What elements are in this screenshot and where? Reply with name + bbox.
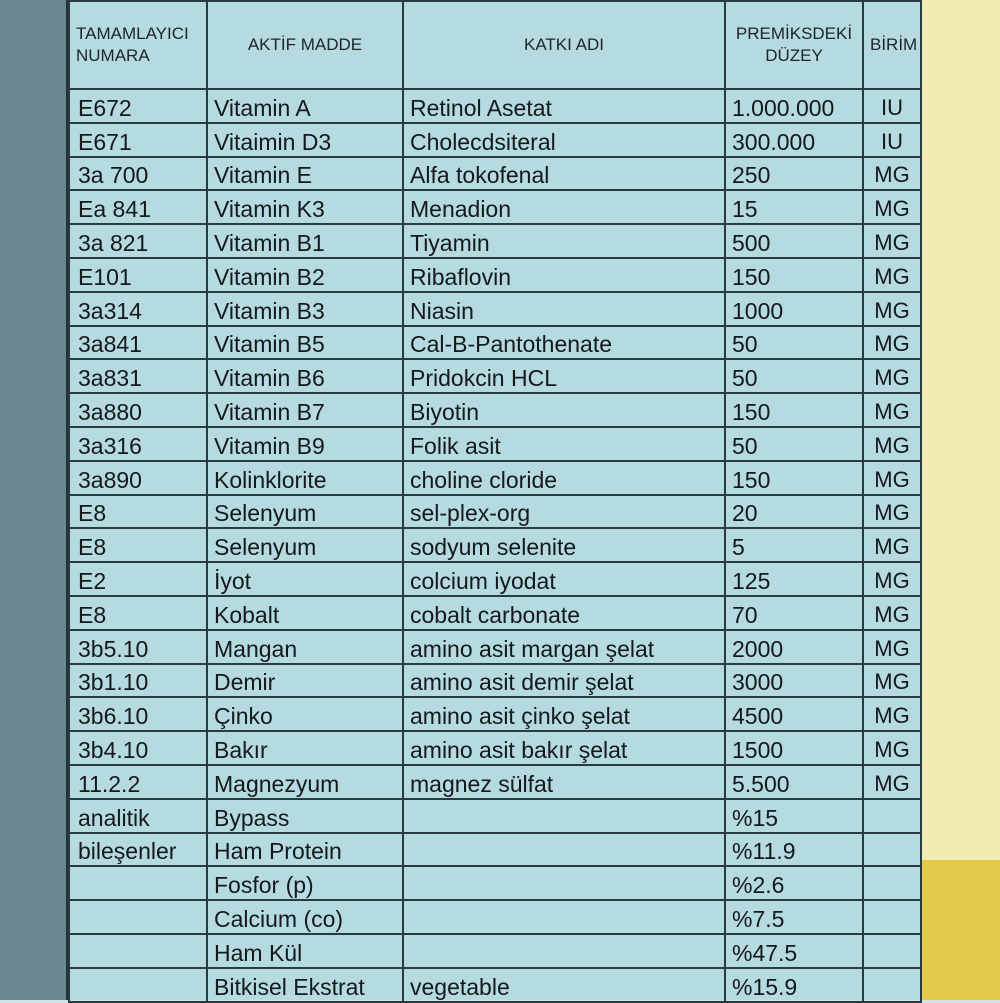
- table-row: [69, 89, 921, 123]
- cell-level: %47.5: [725, 934, 863, 968]
- cell-unit: IU: [863, 123, 921, 157]
- table-row: [69, 731, 921, 765]
- cell-code: 3a316: [69, 427, 207, 461]
- cell-additive: Ribaflovin: [403, 258, 725, 292]
- cell-additive: [403, 799, 725, 833]
- cell-level: 300.000: [725, 123, 863, 157]
- cell-level: 5: [725, 528, 863, 562]
- table-row: [69, 528, 921, 562]
- table-row: [69, 326, 921, 360]
- cell-code: bileşenler: [69, 833, 207, 867]
- cell-code: E2: [69, 562, 207, 596]
- header-additive: KATKI ADI: [403, 1, 725, 89]
- cell-unit: MG: [863, 731, 921, 765]
- cell-additive: Menadion: [403, 190, 725, 224]
- table-row: [69, 833, 921, 867]
- cell-active: Vitamin B7: [207, 393, 403, 427]
- cell-code: 3a 700: [69, 157, 207, 191]
- premix-composition-table: [68, 0, 922, 1003]
- cell-additive: Alfa tokofenal: [403, 157, 725, 191]
- table-row: [69, 190, 921, 224]
- cell-additive: sel-plex-org: [403, 495, 725, 529]
- cell-unit: MG: [863, 427, 921, 461]
- cell-active: Vitamin K3: [207, 190, 403, 224]
- cell-level: 50: [725, 326, 863, 360]
- cell-additive: amino asit margan şelat: [403, 630, 725, 664]
- cell-unit: [863, 934, 921, 968]
- cell-unit: MG: [863, 562, 921, 596]
- header-unit: BİRİM: [863, 1, 921, 89]
- cell-unit: [863, 968, 921, 1002]
- table-row: [69, 866, 921, 900]
- cell-level: 1000: [725, 292, 863, 326]
- table-row: [69, 157, 921, 191]
- cell-unit: MG: [863, 664, 921, 698]
- cell-code: Ea 841: [69, 190, 207, 224]
- cell-level: 15: [725, 190, 863, 224]
- background-right: [920, 0, 1000, 1000]
- cell-additive: Cholecdsiteral: [403, 123, 725, 157]
- cell-level: %15.9: [725, 968, 863, 1002]
- cell-unit: MG: [863, 292, 921, 326]
- cell-unit: MG: [863, 528, 921, 562]
- cell-additive: Retinol Asetat: [403, 89, 725, 123]
- table-row: [69, 765, 921, 799]
- cell-code: 3a831: [69, 359, 207, 393]
- cell-active: Kobalt: [207, 596, 403, 630]
- table-row: [69, 799, 921, 833]
- table-row: [69, 934, 921, 968]
- cell-level: 2000: [725, 630, 863, 664]
- cell-active: Ham Protein: [207, 833, 403, 867]
- cell-additive: sodyum selenite: [403, 528, 725, 562]
- table-row: [69, 427, 921, 461]
- cell-code: [69, 900, 207, 934]
- cell-level: 5.500: [725, 765, 863, 799]
- cell-unit: MG: [863, 258, 921, 292]
- table-row: [69, 664, 921, 698]
- table-row: [69, 292, 921, 326]
- cell-active: Calcium (co): [207, 900, 403, 934]
- cell-code: E8: [69, 528, 207, 562]
- cell-additive: Niasin: [403, 292, 725, 326]
- cell-additive: Tiyamin: [403, 224, 725, 258]
- table-row: [69, 968, 921, 1002]
- cell-level: 150: [725, 393, 863, 427]
- cell-level: %7.5: [725, 900, 863, 934]
- cell-additive: amino asit demir şelat: [403, 664, 725, 698]
- cell-active: Bitkisel Ekstrat: [207, 968, 403, 1002]
- table-row: [69, 123, 921, 157]
- cell-code: E672: [69, 89, 207, 123]
- cell-additive: [403, 934, 725, 968]
- cell-code: analitik: [69, 799, 207, 833]
- cell-level: 150: [725, 258, 863, 292]
- cell-active: Mangan: [207, 630, 403, 664]
- cell-unit: MG: [863, 697, 921, 731]
- cell-unit: [863, 833, 921, 867]
- cell-code: 3a314: [69, 292, 207, 326]
- cell-unit: IU: [863, 89, 921, 123]
- table-row: [69, 359, 921, 393]
- header-row: [69, 1, 921, 89]
- cell-level: %11.9: [725, 833, 863, 867]
- background-left: [0, 0, 70, 1000]
- cell-code: 3b1.10: [69, 664, 207, 698]
- cell-active: Selenyum: [207, 495, 403, 529]
- cell-additive: Cal-B-Pantothenate: [403, 326, 725, 360]
- table-row: [69, 224, 921, 258]
- cell-unit: MG: [863, 326, 921, 360]
- cell-additive: colcium iyodat: [403, 562, 725, 596]
- cell-code: 3b5.10: [69, 630, 207, 664]
- cell-code: 11.2.2: [69, 765, 207, 799]
- cell-level: 500: [725, 224, 863, 258]
- cell-active: Vitamin B5: [207, 326, 403, 360]
- cell-unit: MG: [863, 461, 921, 495]
- cell-additive: vegetable: [403, 968, 725, 1002]
- cell-unit: MG: [863, 224, 921, 258]
- cell-level: 50: [725, 427, 863, 461]
- cell-additive: cobalt carbonate: [403, 596, 725, 630]
- cell-level: %15: [725, 799, 863, 833]
- cell-unit: MG: [863, 359, 921, 393]
- cell-code: 3a841: [69, 326, 207, 360]
- cell-active: Vitamin E: [207, 157, 403, 191]
- cell-active: İyot: [207, 562, 403, 596]
- cell-unit: [863, 900, 921, 934]
- cell-level: 50: [725, 359, 863, 393]
- cell-additive: Pridokcin HCL: [403, 359, 725, 393]
- cell-level: 125: [725, 562, 863, 596]
- table-body: [69, 89, 921, 1002]
- cell-additive: Biyotin: [403, 393, 725, 427]
- cell-level: %2.6: [725, 866, 863, 900]
- cell-additive: Folik asit: [403, 427, 725, 461]
- cell-unit: [863, 866, 921, 900]
- table-row: [69, 596, 921, 630]
- cell-active: Kolinklorite: [207, 461, 403, 495]
- cell-active: Vitaimin D3: [207, 123, 403, 157]
- cell-level: 1.000.000: [725, 89, 863, 123]
- cell-active: Bypass: [207, 799, 403, 833]
- cell-code: E671: [69, 123, 207, 157]
- cell-level: 3000: [725, 664, 863, 698]
- cell-unit: MG: [863, 157, 921, 191]
- cell-additive: choline cloride: [403, 461, 725, 495]
- cell-active: Bakır: [207, 731, 403, 765]
- table-row: [69, 562, 921, 596]
- table-row: [69, 461, 921, 495]
- cell-level: 1500: [725, 731, 863, 765]
- header-active: AKTİF MADDE: [207, 1, 403, 89]
- cell-level: 150: [725, 461, 863, 495]
- cell-active: Demir: [207, 664, 403, 698]
- cell-active: Vitamin B9: [207, 427, 403, 461]
- cell-unit: MG: [863, 765, 921, 799]
- cell-additive: [403, 866, 725, 900]
- cell-unit: MG: [863, 630, 921, 664]
- cell-additive: amino asit çinko şelat: [403, 697, 725, 731]
- cell-code: E101: [69, 258, 207, 292]
- cell-code: [69, 968, 207, 1002]
- cell-additive: magnez sülfat: [403, 765, 725, 799]
- header-level: PREMİKSDEKİ DÜZEY: [725, 1, 863, 89]
- header-code: TAMAMLAYICI NUMARA: [69, 1, 207, 89]
- cell-active: Vitamin B1: [207, 224, 403, 258]
- cell-level: 70: [725, 596, 863, 630]
- cell-additive: amino asit bakır şelat: [403, 731, 725, 765]
- cell-code: [69, 866, 207, 900]
- cell-active: Ham Kül: [207, 934, 403, 968]
- label-sheet: [66, 0, 920, 1000]
- cell-active: Selenyum: [207, 528, 403, 562]
- table-row: [69, 393, 921, 427]
- cell-level: 250: [725, 157, 863, 191]
- cell-code: 3b6.10: [69, 697, 207, 731]
- cell-code: E8: [69, 495, 207, 529]
- cell-active: Fosfor (p): [207, 866, 403, 900]
- cell-code: 3a890: [69, 461, 207, 495]
- cell-level: 20: [725, 495, 863, 529]
- cell-active: Çinko: [207, 697, 403, 731]
- cell-additive: [403, 900, 725, 934]
- cell-additive: [403, 833, 725, 867]
- table-row: [69, 495, 921, 529]
- cell-code: 3a880: [69, 393, 207, 427]
- cell-active: Magnezyum: [207, 765, 403, 799]
- cell-unit: MG: [863, 190, 921, 224]
- table-row: [69, 258, 921, 292]
- cell-unit: MG: [863, 393, 921, 427]
- cell-code: [69, 934, 207, 968]
- cell-code: 3a 821: [69, 224, 207, 258]
- cell-active: Vitamin B2: [207, 258, 403, 292]
- cell-level: 4500: [725, 697, 863, 731]
- cell-active: Vitamin B3: [207, 292, 403, 326]
- table-row: [69, 697, 921, 731]
- table-row: [69, 900, 921, 934]
- cell-code: 3b4.10: [69, 731, 207, 765]
- cell-unit: MG: [863, 596, 921, 630]
- cell-unit: [863, 799, 921, 833]
- cell-unit: MG: [863, 495, 921, 529]
- table-row: [69, 630, 921, 664]
- cell-code: E8: [69, 596, 207, 630]
- cell-active: Vitamin B6: [207, 359, 403, 393]
- cell-active: Vitamin A: [207, 89, 403, 123]
